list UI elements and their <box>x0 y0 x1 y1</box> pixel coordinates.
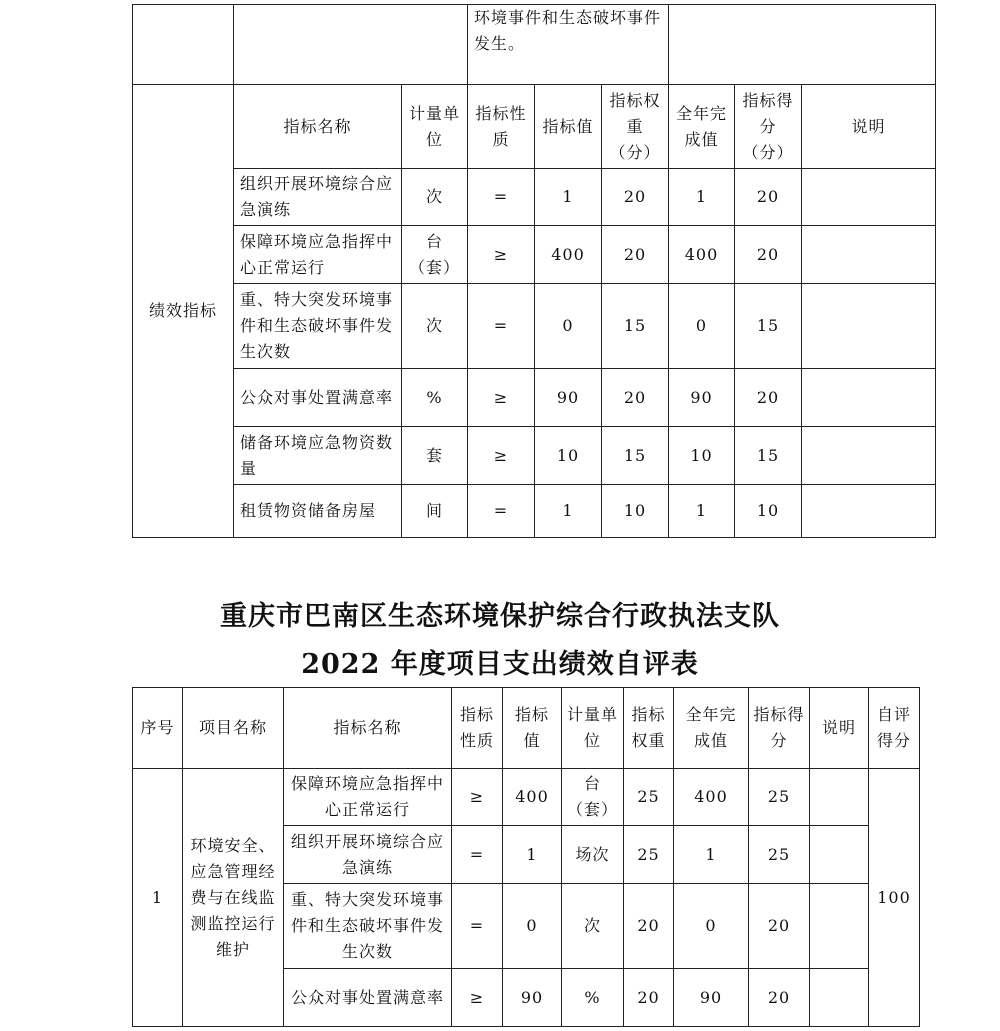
header-cell: 自评得分 <box>869 688 920 769</box>
table-row: 组织开展环境综合应急演练 次 = 1 20 1 20 <box>133 169 936 226</box>
header-cell: 指标名称 <box>234 85 402 169</box>
table-row: 重、特大突发环境事件和生态破坏事件发生次数 = 0 次 20 0 20 <box>133 884 920 969</box>
continued-row <box>133 5 936 85</box>
table-row: 重、特大突发环境事件和生态破坏事件发生次数 次 = 0 15 0 15 <box>133 284 936 369</box>
header-cell: 指标性质 <box>468 85 535 169</box>
table-row: 储备环境应急物资数量 套 ≥ 10 15 10 15 <box>133 427 936 485</box>
header-cell: 说明 <box>810 688 869 769</box>
table-row: 组织开展环境综合应急演练 = 1 场次 25 1 25 <box>133 826 920 884</box>
header-cell: 指标权重（分） <box>602 85 669 169</box>
header-cell: 指标性质 <box>452 688 503 769</box>
header-cell: 指标得分 <box>749 688 810 769</box>
header-cell: 计量单位 <box>562 688 624 769</box>
continued-text: 环境事件和生态破坏事件发生。 <box>468 5 669 85</box>
document-subtitle: 2022 年度项目支出绩效自评表 <box>301 649 699 680</box>
header-cell: 序号 <box>133 688 183 769</box>
self-evaluation-table <box>132 687 920 1027</box>
project-name-cell: 环境安全、应急管理经费与在线监测监控运行维护 <box>183 769 284 1027</box>
performance-indicator-table <box>132 4 936 538</box>
header-row <box>133 85 936 169</box>
header-cell: 全年完成值 <box>669 85 735 169</box>
table-row: 1 环境安全、应急管理经费与在线监测监控运行维护 保障环境应急指挥中心正常运行 ≥ 400 台（套） 25 400 25 100 <box>133 769 920 826</box>
header-cell: 指标得分（分） <box>735 85 802 169</box>
header-cell: 指标权重 <box>624 688 674 769</box>
header-cell: 指标值 <box>503 688 562 769</box>
header-row <box>133 688 920 769</box>
table-row: 保障环境应急指挥中心正常运行 台（套） ≥ 400 20 400 20 <box>133 226 936 284</box>
table-row: 公众对事处置满意率 ≥ 90 % 20 90 20 <box>133 969 920 1027</box>
table-row: 租赁物资储备房屋 间 = 1 10 1 10 <box>133 485 936 538</box>
table-row: 公众对事处置满意率 % ≥ 90 20 90 20 <box>133 369 936 427</box>
header-cell: 说明 <box>802 85 936 169</box>
header-cell: 指标名称 <box>284 688 452 769</box>
seq-cell: 1 <box>133 769 183 1027</box>
header-cell: 指标值 <box>535 85 602 169</box>
document-title: 重庆市巴南区生态环境保护综合行政执法支队 <box>220 601 780 632</box>
header-cell: 计量单位 <box>402 85 468 169</box>
header-cell: 项目名称 <box>183 688 284 769</box>
self-score-cell: 100 <box>869 769 920 1027</box>
header-cell: 全年完成值 <box>674 688 749 769</box>
section-label: 绩效指标 <box>133 85 234 538</box>
